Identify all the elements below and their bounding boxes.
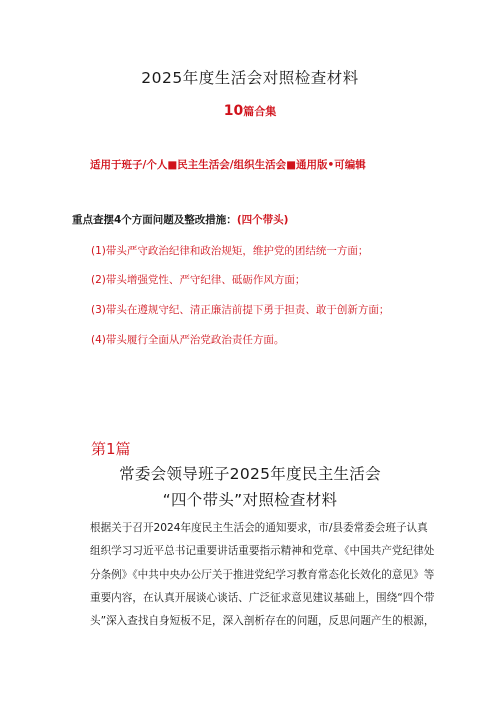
document-title: 2025年度生活会对照检查材料 <box>141 69 359 87</box>
key-point-item: (4)带头履行全面从严治党政治责任方面。 <box>91 334 285 346</box>
body-line: 重要内容，在认真开展谈心谈话、广泛征求意见建议基础上，围绕“四个带 <box>90 591 435 604</box>
key-point-item: (1)带头严守政治纪律和政治规矩，维护党的团结统一方面； <box>91 245 369 257</box>
chapter-title-line: “四个带头”对照检查材料 <box>162 491 338 509</box>
collection-badge <box>0 100 500 119</box>
key-points-heading <box>72 212 288 227</box>
body-line: 头”深入查找自身短板不足，深入剖析存在的问题，反思问题产生的根源， <box>90 615 435 628</box>
chapter-label: 第1篇 <box>91 440 131 458</box>
body-line: 根据关于召开2024年度民主生活会的通知要求，市/县委常委会班子认真 <box>90 522 428 534</box>
scope-line: 适用于班子/个人■民主生活会/组织生活会■通用版•可编辑 <box>90 159 366 171</box>
key-points-heading-tag: (四个带头) <box>236 214 289 226</box>
body-line: 分条例》《中共中央办公厅关于推进党纪学习教育常态化长效化的意见》等 <box>90 568 435 581</box>
key-point-item: (2)带头增强党性、严守纪律、砥砺作风方面； <box>91 274 306 286</box>
collection-label: 篇合集 <box>243 105 277 118</box>
key-points-heading-lead: 重点查摆4个方面问题及整改措施： <box>72 214 237 226</box>
collection-number: 10 <box>223 103 244 119</box>
body-line: 组织学习习近平总书记重要讲话重要指示精神和党章、《中国共产党纪律处 <box>90 545 435 558</box>
key-point-item: (3)带头在遵规守纪、清正廉洁前提下勇于担责、敢于创新方面； <box>91 304 390 316</box>
chapter-title-line: 常委会领导班子2025年度民主生活会 <box>119 465 381 483</box>
chapter-body <box>90 517 435 633</box>
